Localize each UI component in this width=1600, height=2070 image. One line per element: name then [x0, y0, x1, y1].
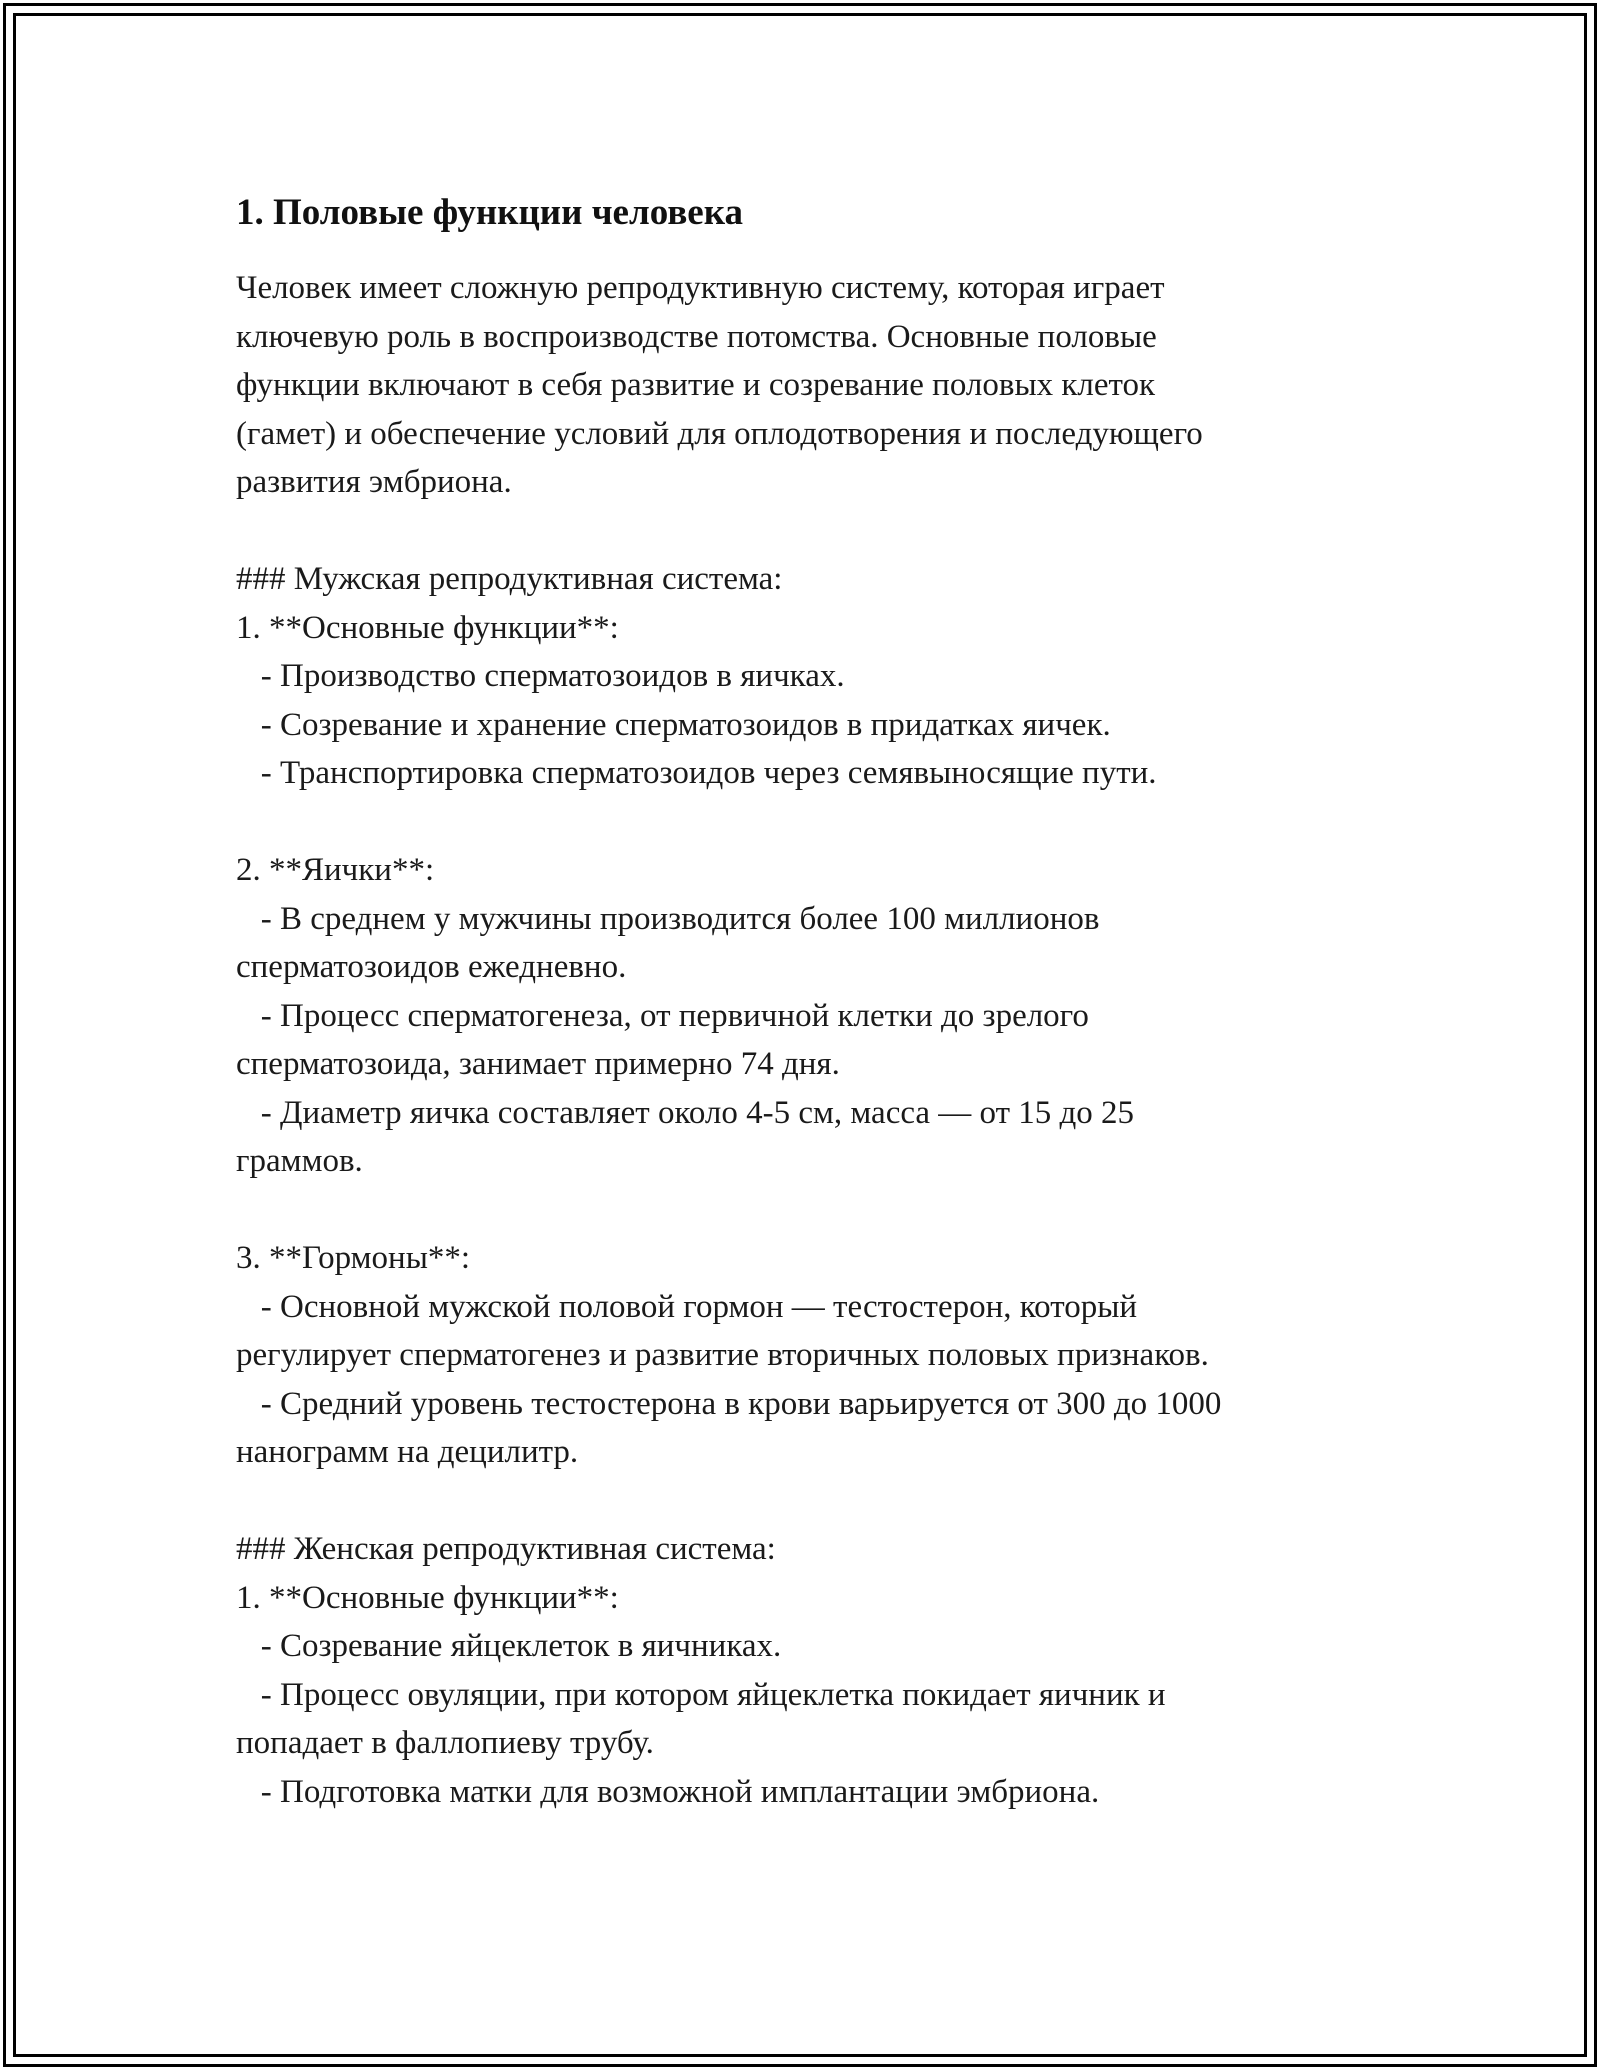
document-body: Человек имеет сложную репродуктивную систему, которая играет ключевую роль в воспроизводстве потомства. Основные половые функции включают в себя развитие и созревание половых клеток (гамет) и обеспечение условий для оплодотворения и последующего развития эмбриона. ### Мужская репродуктивная система: 1. **Основные функции**: - Производство сперматозоидов в яичках. - Созревание и хранение сперматозоидов в придатках яичек. - Транспортировка сперматозоидов через семявыносящие пути. 2. **Яички**: - В среднем у мужчины производится более 100 миллионов сперматозоидов ежедневно. - Процесс сперматогенеза, от первичной клетки до зрелого сперматозоида, занимает примерно 74 дня. - Диаметр яичка составляет около 4-5 см, масса — от 15 до 25 граммов. 3. **Гормоны**: - Основной мужской половой гормон — тестостерон, который регулирует сперматогенез и развитие вторичных половых признаков. - Средний уровень тестостерона в крови варьируется от 300 до 1000 нанограмм на децилитр. ### Женская репродуктивная система: 1. **Основные функции**: - Созревание яйцеклеток в яичниках. - Процесс овуляции, при котором яйцеклетка покидает яичник и попадает в фаллопиеву трубу. - Подготовка матки для возможной имплантации эмбриона.: [236, 270, 1222, 1810]
document-title: 1. Половые функции человека: [236, 192, 743, 233]
document-content: [236, 184, 1376, 1816]
